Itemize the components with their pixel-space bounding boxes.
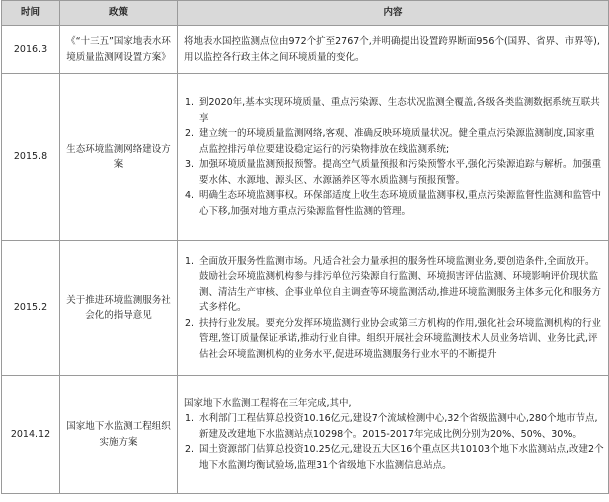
item-number: 1. (185, 97, 195, 108)
list-item (184, 442, 604, 473)
item-text: 加强环境质量监测预报预警。提高空气质量预报和污染预警水平,强化污染源追踪与解析。加强重要水体、水源地、源头区、水源涵养区等水质监测与预报预警。 (199, 159, 602, 186)
table-row (2, 26, 609, 74)
item-number: 1. (185, 255, 195, 267)
table-row (2, 376, 609, 494)
table-row (2, 241, 609, 376)
row-content (178, 376, 609, 494)
list-item (184, 254, 604, 316)
list-item (184, 411, 604, 442)
row-policy: 生态环境监测网络建设方案 (60, 74, 178, 241)
header-time: 时间 (2, 1, 60, 26)
header-policy: 政策 (60, 1, 178, 26)
list-item (184, 126, 604, 157)
item-number: 2. (185, 444, 195, 456)
row-date: 2014.12 (2, 376, 60, 494)
list-item (184, 95, 604, 126)
row-content (178, 26, 609, 74)
row-policy: 《“十三五”国家地表水环境质量监测网设置方案》 (60, 26, 178, 74)
item-text: 明确生态环境监测事权。环保部适度上收生态环境质量监测事权,重点污染源监督性监测和监管中心下移,加强对地方重点污染源监督性监测的管理。 (199, 190, 602, 217)
row-date: 2016.3 (2, 26, 60, 74)
item-number: 1. (185, 413, 195, 425)
item-text: 到2020年,基本实现环境质量、重点污染源、生态状况监测全覆盖,各级各类监测数据系统互联共享 (199, 97, 600, 124)
item-number: 4. (185, 190, 195, 201)
row-content (178, 74, 609, 241)
item-number: 2. (185, 317, 195, 329)
row-intro: 将地表水国控监测点位由972个扩至2767个,并明确提出设置跨界断面956个(国界、省界、市界等),用以监控各行政主体之间环境质量的变化。 (184, 36, 600, 63)
table-row (2, 74, 609, 241)
header-row (2, 1, 609, 26)
item-text: 扶持行业发展。要充分发挥环境监测行业协会或第三方机构的作用,强化社会环境监测机构的行业管理,签订质量保证承诺,推动行业自律。组织开展社会环境监测技术人员业务培训、业务比武,评估社会环境监测机构的业务水平,促进环境监测服务行业水平的不断提升 (199, 317, 602, 360)
row-intro: 国家地下水监测工程将在三年完成,其中, (184, 397, 352, 409)
policy-table (1, 0, 609, 494)
item-text: 建立统一的环境质量监测网络,客观、准确反映环境质量状况。健全重点污染源监测制度,国家重点监控排污单位要建设稳定运行的污染物排放在线监测系统; (199, 128, 595, 155)
list-item (184, 316, 604, 363)
item-text: 国土资源部门估算总投资10.25亿元,建设五大区16个重点区共10103个地下水监测站点,改建2个地下水监测均衡试验场,监理31个省级地下水监测信息站点。 (199, 444, 604, 471)
row-policy: 关于推进环境监测服务社会化的指导意见 (60, 241, 178, 376)
item-number: 2. (185, 128, 195, 139)
item-text: 水利部门工程估算总投资10.16亿元,建设7个流域检测中心,32个省级监测中心,280个地市节点,新建及改建地下水监测站点10298个。2015-2017年完成比例分别为20%、50%、30%。 (199, 413, 598, 440)
row-date: 2015.2 (2, 241, 60, 376)
item-text: 全面放开服务性监测市场。凡适合社会力量承担的服务性环境监测业务,要创造条件,全面放开。鼓励社会环境监测机构参与排污单位污染源自行监测、环境损害评估监测、环境影响评价现状监测、清洁生产审核、企事业单位自主调查等环境监测活动,推进环境监测服务主体多元化和服务方式多样化。 (199, 255, 602, 314)
row-policy: 国家地下水监测工程组织实施方案 (60, 376, 178, 494)
header-content: 内容 (178, 1, 609, 26)
item-number: 3. (185, 159, 195, 170)
row-date: 2015.8 (2, 74, 60, 241)
list-item (184, 157, 604, 188)
row-content (178, 241, 609, 376)
list-item (184, 188, 604, 219)
